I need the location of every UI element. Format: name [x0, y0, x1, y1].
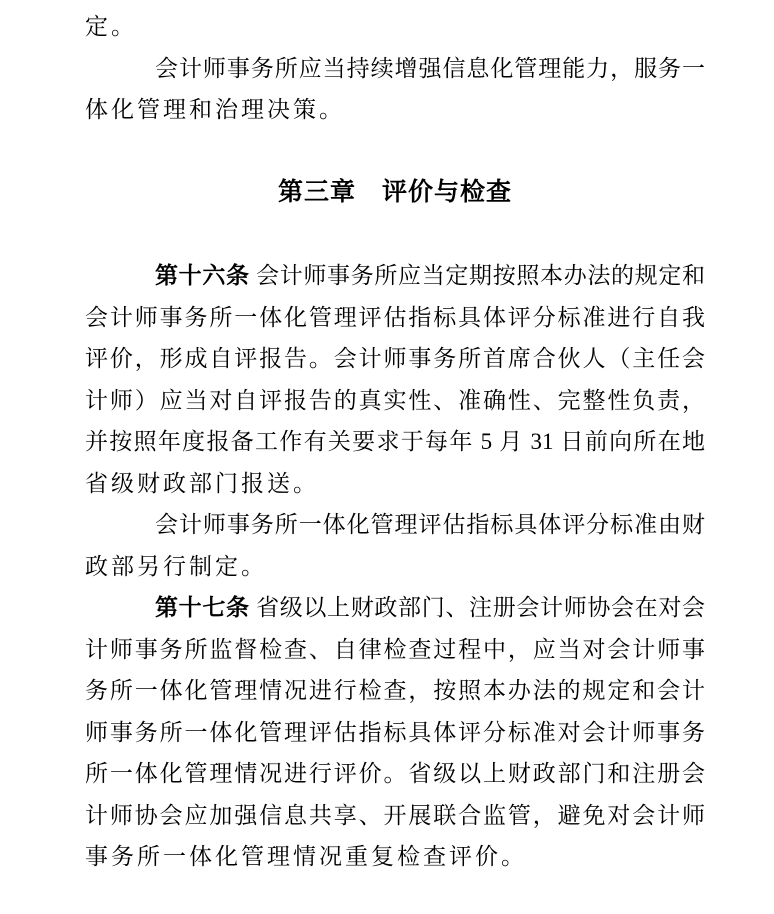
paragraph-line: 计师）应当对自评报告的真实性、准确性、完整性负责， — [85, 387, 705, 413]
paragraph-line — [85, 255, 705, 297]
paragraph-line: 定。 — [85, 14, 137, 39]
paragraph-line — [85, 587, 705, 629]
article-number-bold: 第十七条 — [155, 595, 250, 620]
paragraph-line: 计师协会应加强信息共享、开展联合监管，避免对会计师 — [85, 802, 705, 828]
paragraph-line: 会计师事务所一体化管理评估指标具体评分标准由财 — [155, 512, 705, 537]
paragraph-line: 政部另行制定。 — [85, 553, 267, 579]
paragraph-line: 务所一体化管理情况进行检查，按照本办法的规定和会计 — [85, 678, 705, 703]
paragraph-line: 事务所一体化管理情况重复检查评价。 — [85, 844, 527, 869]
article-number-bold: 第十六条 — [155, 263, 250, 288]
line-text: 会计师事务所应当定期按照本办法的规定和 — [249, 263, 706, 288]
paragraph-line: 所一体化管理情况进行评价。省级以上财政部门和注册会 — [85, 761, 705, 786]
paragraph-line: 并按照年度报备工作有关要求于每年 5 月 31 日前向所在地 — [85, 429, 705, 454]
chapter-heading: 第三章 评价与检查 — [277, 178, 512, 206]
blank-line — [85, 131, 705, 173]
paragraph-line: 师事务所一体化管理评估指标具体评分标准对会计师事务 — [85, 719, 705, 745]
paragraph-line: 计师事务所监督检查、自律检查过程中，应当对会计师事 — [85, 636, 705, 662]
paragraph-line: 会计师事务所一体化管理评估指标具体评分标准进行自我 — [85, 304, 705, 330]
paragraph-line: 体化管理和治理决策。 — [85, 97, 345, 122]
document-body — [85, 6, 705, 878]
blank-line — [85, 214, 705, 256]
paragraph-line: 省级财政部门报送。 — [85, 470, 319, 496]
line-text: 省级以上财政部门、注册会计师协会在对会 — [249, 595, 706, 620]
paragraph-line: 会计师事务所应当持续增强信息化管理能力，服务一 — [155, 55, 705, 81]
paragraph-line: 评价，形成自评报告。会计师事务所首席合伙人（主任会 — [85, 346, 705, 371]
